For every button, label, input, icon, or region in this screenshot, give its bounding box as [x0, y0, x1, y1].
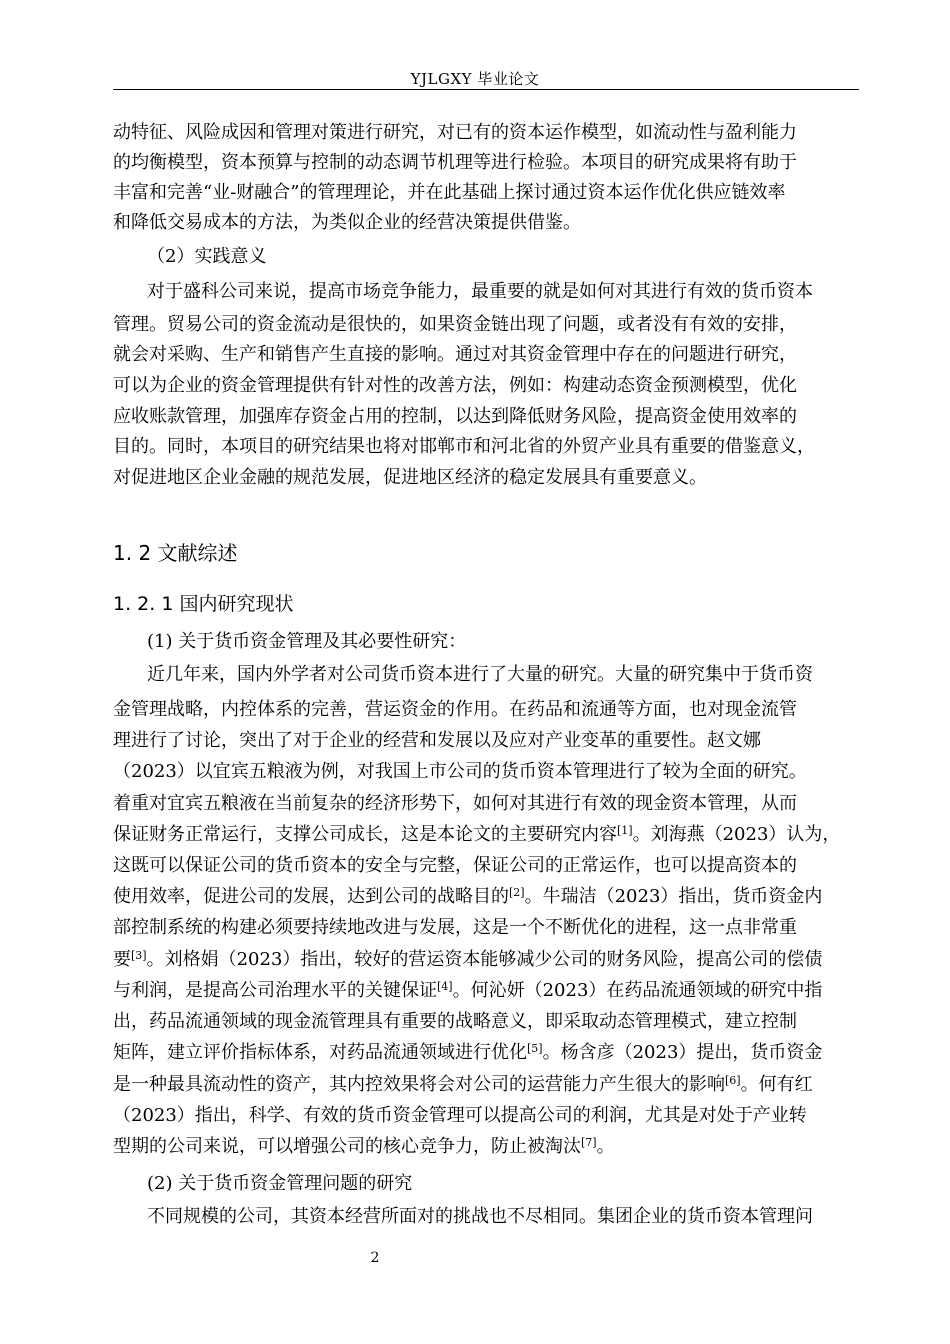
- body-line: 应收账款管理，加强库存资金占用的控制，以达到降低财务风险，提高资金使用效率的: [113, 406, 797, 427]
- body-text: 矩阵，建立评价指标体系，对药品流通领域进行优化: [113, 1042, 527, 1063]
- page-number: 2: [370, 1250, 380, 1266]
- body-text: 使用效率，促进公司的发展，达到公司的战略目的: [113, 886, 509, 907]
- body-line: 就会对采购、生产和销售产生直接的影响。通过对其资金管理中存在的问题进行研究，: [113, 344, 797, 365]
- citation-ref: [7]: [581, 1136, 597, 1149]
- body-line: [113, 823, 840, 847]
- body-line: [113, 1135, 615, 1159]
- section-heading-literature-review: 1. 2 文献综述: [113, 541, 238, 565]
- body-line: （2023）以宜宾五粮液为例，对我国上市公司的货币资本管理进行了较为全面的研究。: [113, 761, 807, 782]
- body-line: 近几年来，国内外学者对公司货币资本进行了大量的研究。大量的研究集中于货币资: [147, 664, 813, 685]
- body-line: （2023）指出，科学、有效的货币资金管理可以提高公司的利润，尤其是对处于产业转: [113, 1105, 807, 1126]
- body-text: 。杨含彦（2023）提出，货币资金: [542, 1042, 823, 1063]
- body-line: 和降低交易成本的方法，为类似企业的经营决策提供借鉴。: [113, 212, 581, 233]
- body-text: 。刘格娟（2023）指出，较好的营运资本能够减少公司的财务风险，提高公司的偿债: [146, 949, 823, 970]
- body-line: 的均衡模型，资本预算与控制的动态调节机理等进行检验。本项目的研究成果将有助于: [113, 152, 797, 173]
- citation-ref: [5]: [527, 1042, 543, 1055]
- body-line: 目的。同时，本项目的研究结果也将对邯郸市和河北省的外贸产业具有重要的借鉴意义，: [113, 436, 815, 457]
- citation-ref: [3]: [131, 949, 147, 962]
- body-text: 保证财务正常运行，支撑公司成长，这是本论文的主要研究内容: [113, 824, 617, 845]
- body-line: [113, 979, 822, 1003]
- body-line: [113, 948, 822, 972]
- body-line: 出，药品流通领域的现金流管理具有重要的战略意义，即采取动态管理模式，建立控制: [113, 1011, 797, 1032]
- body-text: 。牛瑞洁（2023）指出，货币资金内: [524, 886, 823, 907]
- citation-ref: [6]: [725, 1074, 741, 1087]
- body-line: 动特征、风险成因和管理对策进行研究，对已有的资本运作模型，如流动性与盈利能力: [113, 122, 797, 143]
- body-line: [113, 1073, 813, 1097]
- body-text: 与利润，是提高公司治理水平的关键保证: [113, 980, 437, 1001]
- body-line: 管理。贸易公司的资金流动是很快的，如果资金链出现了问题，或者没有有效的安排，: [113, 314, 797, 335]
- body-line: 着重对宜宾五粮液在当前复杂的经济形势下，如何对其进行有效的现金资本管理，从而: [113, 793, 797, 814]
- body-line: 对促进地区企业金融的规范发展，促进地区经济的稳定发展具有重要意义。: [113, 467, 707, 488]
- body-text: 。刘海燕（2023）认为，: [632, 824, 841, 845]
- body-line: 对于盛科公司来说，提高市场竞争能力，最重要的就是如何对其进行有效的货币资本: [147, 281, 813, 302]
- body-line: 金管理战略，内控体系的完善，营运资金的作用。在药品和流通等方面，也对现金流管: [113, 699, 797, 720]
- citation-ref: [4]: [437, 980, 453, 993]
- page-header-title: YJLGXY 毕业论文: [410, 70, 540, 88]
- citation-ref: [1]: [617, 824, 633, 837]
- body-line: [113, 885, 822, 909]
- body-text: 要: [113, 949, 131, 970]
- subheading-cash-management-necessity: (1) 关于货币资金管理及其必要性研究：: [147, 631, 467, 652]
- subheading-practice-significance: （2）实践意义: [147, 246, 267, 267]
- body-text: 。何有红: [740, 1074, 813, 1095]
- citation-ref: [2]: [509, 886, 525, 899]
- body-text: 。何沁妍（2023）在药品流通领域的研究中指: [452, 980, 823, 1001]
- section-heading-domestic-research: 1. 2. 1 国内研究现状: [113, 593, 294, 615]
- header-divider: [113, 89, 859, 90]
- subheading-cash-management-problems: (2) 关于货币资金管理问题的研究: [147, 1173, 413, 1194]
- body-line: 理进行了讨论，突出了对于企业的经营和发展以及应对产业变革的重要性。赵文娜: [113, 730, 761, 751]
- body-line: [113, 1041, 822, 1065]
- body-line: 部控制系统的构建必须要持续地改进与发展，这是一个不断优化的进程，这一点非常重: [113, 917, 797, 938]
- body-line: 可以为企业的资金管理提供有针对性的改善方法，例如：构建动态资金预测模型，优化: [113, 375, 797, 396]
- body-line: 丰富和完善“业-财融合”的管理理论，并在此基础上探讨通过资本运作优化供应链效率: [113, 182, 786, 203]
- body-text: 型期的公司来说，可以增强公司的核心竞争力，防止被淘汰: [113, 1136, 581, 1157]
- body-text: 是一种最具流动性的资产，其内控效果将会对公司的运营能力产生很大的影响: [113, 1074, 725, 1095]
- body-line: 不同规模的公司，其资本经营所面对的挑战也不尽相同。集团企业的货币资本管理问: [147, 1206, 813, 1227]
- body-line: 这既可以保证公司的货币资本的安全与完整，保证公司的正常运作，也可以提高资本的: [113, 855, 797, 876]
- body-text: 。: [596, 1136, 615, 1157]
